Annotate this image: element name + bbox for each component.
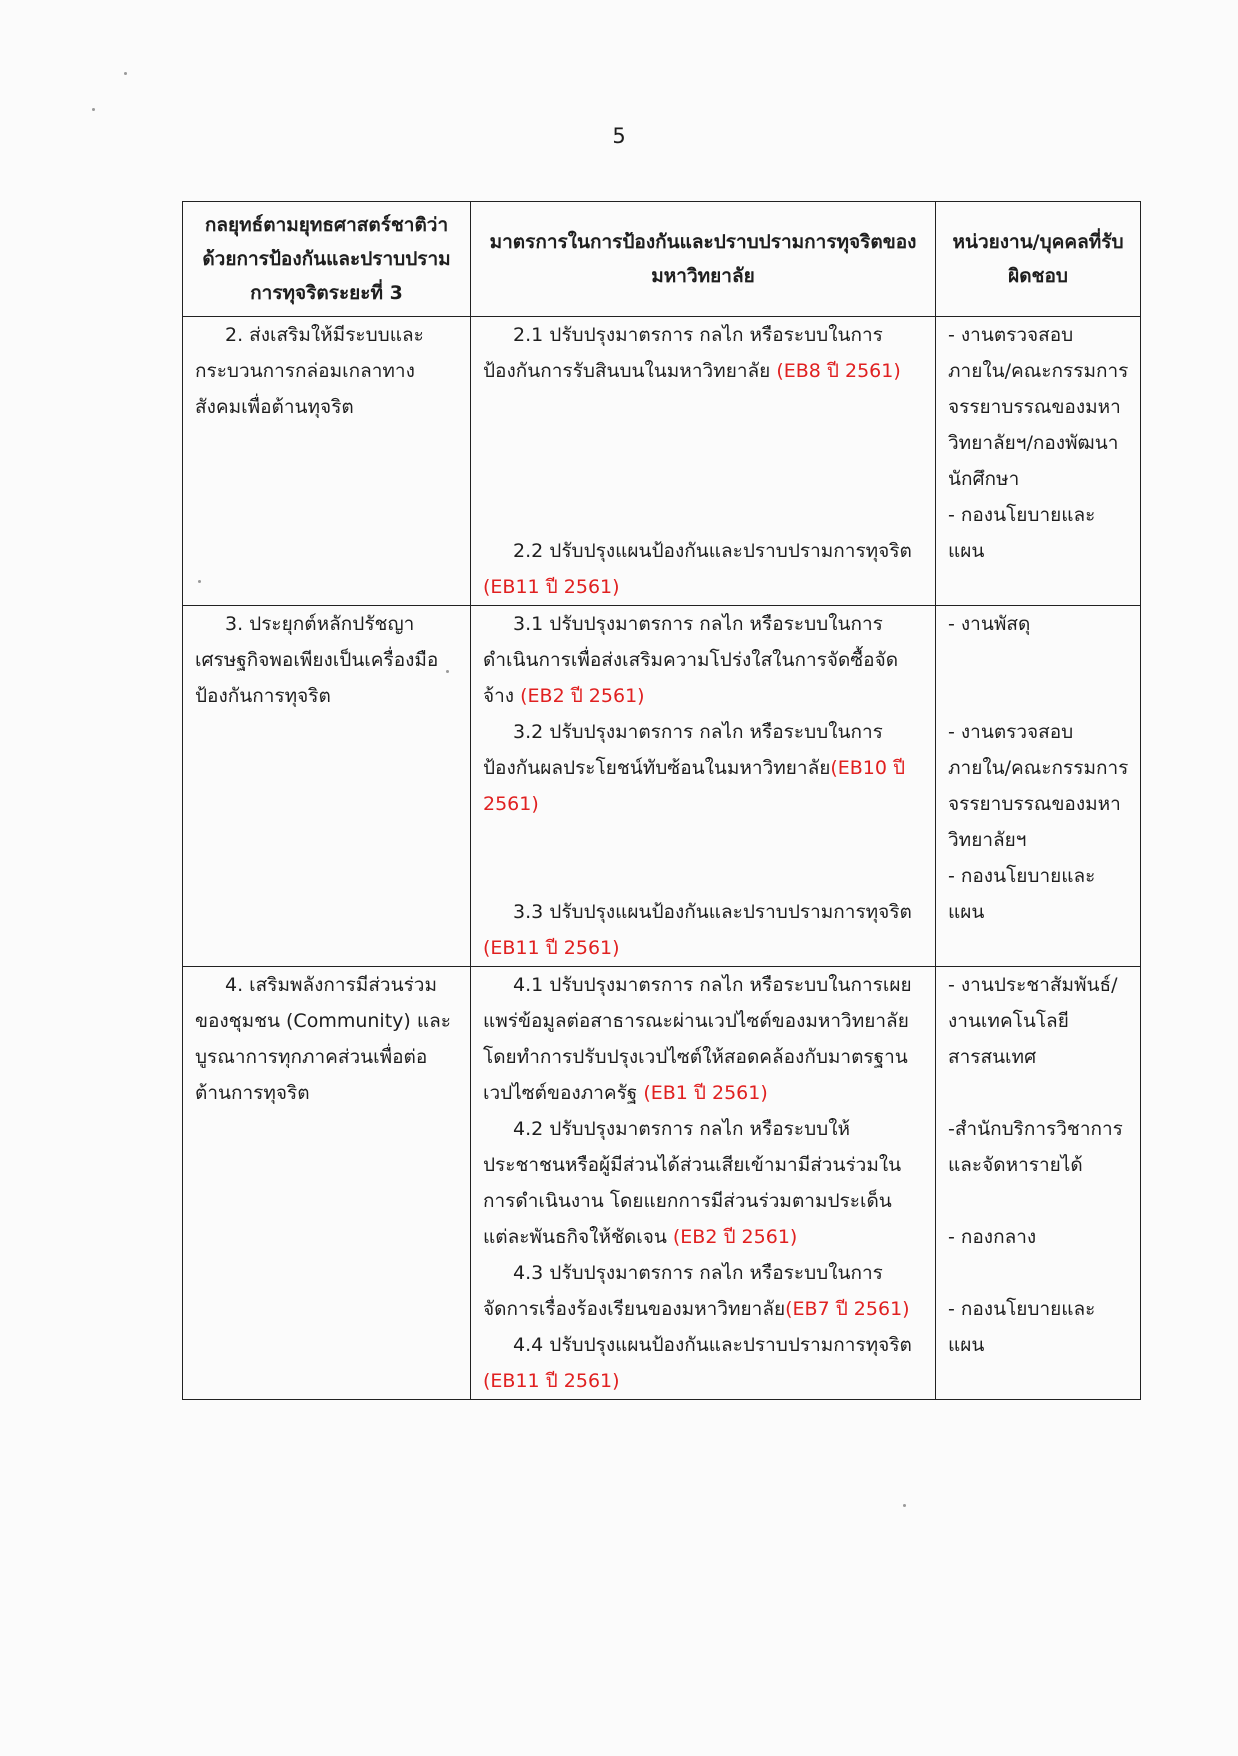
spacer: [483, 822, 925, 894]
measure-text: 3.1 ปรับปรุงมาตรการ กลไก หรือระบบในการดำเนินการเพื่อส่งเสริมความโปร่งใสในการจัดซื้อจัดจ้าง: [483, 613, 899, 707]
measure-text: 4.2 ปรับปรุงมาตรการ กลไก หรือระบบให้ประชาชนหรือผู้มีส่วนได้ส่วนเสียเข้ามามีส่วนร่วมในการดำเนินงาน โดยแยกการมีส่วนร่วมตามประเด็นแต่ละพันธกิจให้ชัดเจน: [483, 1118, 902, 1248]
measure-ref: (EB2 ปี 2561): [520, 685, 645, 707]
strategy-text: 4. เสริมพลังการมีส่วนร่วมของชุมชน (Community) และบูรณาการทุกภาคส่วนเพื่อต่อต้านการทุจริต: [195, 974, 451, 1104]
page-number: 5: [612, 124, 626, 148]
table-row: [183, 606, 1141, 967]
measure-ref: (EB7 ปี 2561): [785, 1298, 910, 1320]
measure-item: [483, 1327, 925, 1399]
measure-text: 3.2 ปรับปรุงมาตรการ กลไก หรือระบบในการป้องกันผลประโยชน์ทับซ้อนในมหาวิทยาลัย: [483, 721, 883, 779]
measure-text: 4.1 ปรับปรุงมาตรการ กลไก หรือระบบในการเผยแพร่ข้อมูลต่อสาธารณะผ่านเวปไซต์ของมหาวิทยาลัย โดยทำการปรับปรุงเวปไซต์ให้สอดคล้องกับมาตรฐานเวปไซต์ของภาครัฐ: [483, 974, 912, 1104]
measure-ref: (EB11 ปี 2561): [483, 937, 620, 959]
measure-item: [483, 317, 925, 389]
spacer: [948, 1183, 1130, 1219]
measure-text: 4.3 ปรับปรุงมาตรการ กลไก หรือระบบในการจัดการเรื่องร้องเรียนของมหาวิทยาลัย: [483, 1262, 883, 1320]
measure-text: 2.2 ปรับปรุงแผนป้องกันและปราบปรามการทุจริต: [513, 540, 912, 562]
responsible-unit: - กองกลาง: [948, 1226, 1037, 1248]
spacer: [483, 389, 925, 533]
measure-item: [483, 1255, 925, 1327]
measure-ref: (EB1 ปี 2561): [643, 1082, 768, 1104]
table-header-row: [183, 202, 1141, 317]
responsible-unit: - กองนโยบายและแผน: [948, 865, 1096, 923]
measure-text: 2.1 ปรับปรุงมาตรการ กลไก หรือระบบในการป้องกันการรับสินบนในมหาวิทยาลัย: [483, 324, 883, 382]
responsible-unit: - งานพัสดุ: [948, 613, 1031, 635]
measure-ref: (EB11 ปี 2561): [483, 1370, 620, 1392]
scan-speck: [124, 72, 127, 75]
measure-item: [483, 1111, 925, 1255]
measure-ref: (EB2 ปี 2561): [672, 1226, 798, 1248]
measure-item: [483, 967, 925, 1111]
measure-text: 4.4 ปรับปรุงแผนป้องกันและปราบปรามการทุจริต: [513, 1334, 912, 1356]
measure-ref: (EB10 ปี 2561): [483, 757, 906, 815]
responsible-unit: - งานตรวจสอบภายใน/คณะกรรมการจรรยาบรรณของมหาวิทยาลัยฯ: [948, 721, 1129, 851]
measure-item: [483, 714, 925, 822]
measures-cell: [471, 606, 936, 967]
responsible-unit: - กองนโยบายและแผน: [948, 504, 1096, 562]
responsible-unit: - กองนโยบายและแผน: [948, 1298, 1096, 1356]
header-measures: มาตรการในการป้องกันและปราบปรามการทุจริตของมหาวิทยาลัย: [471, 202, 936, 317]
measures-cell: [471, 317, 936, 606]
measure-ref: (EB8 ปี 2561): [776, 360, 901, 382]
strategy-cell: [183, 317, 471, 606]
responsible-unit: - งานตรวจสอบภายใน/คณะกรรมการจรรยาบรรณของมหาวิทยาลัยฯ/กองพัฒนานักศึกษา: [948, 324, 1129, 490]
spacer: [948, 1255, 1130, 1291]
responsible-cell: [936, 606, 1141, 967]
responsible-unit: -สำนักบริการวิชาการและจัดหารายได้: [948, 1118, 1123, 1176]
measure-item: [483, 894, 925, 966]
strategy-text: 2. ส่งเสริมให้มีระบบและกระบวนการกล่อมเกลาทางสังคมเพื่อต้านทุจริต: [195, 324, 424, 418]
strategy-cell: [183, 967, 471, 1400]
spacer: [948, 642, 1130, 714]
scan-speck: [92, 108, 95, 111]
table-row: [183, 967, 1141, 1400]
spacer: [948, 1075, 1130, 1111]
responsible-cell: [936, 317, 1141, 606]
measure-text: 3.3 ปรับปรุงแผนป้องกันและปราบปรามการทุจริต: [513, 901, 912, 923]
strategy-text: 3. ประยุกต์หลักปรัชญาเศรษฐกิจพอเพียงเป็นเครื่องมือป้องกันการทุจริต: [195, 613, 439, 707]
table-row: [183, 317, 1141, 606]
strategy-cell: [183, 606, 471, 967]
responsible-cell: [936, 967, 1141, 1400]
measure-ref: (EB11 ปี 2561): [483, 576, 620, 598]
responsible-unit: - งานประชาสัมพันธ์/งานเทคโนโลยีสารสนเทศ: [948, 974, 1118, 1068]
measure-item: [483, 533, 925, 605]
scan-speck: [903, 1504, 906, 1507]
measure-item: [483, 606, 925, 714]
measures-table: [182, 201, 1141, 1400]
header-strategy: กลยุทธ์ตามยุทธศาสตร์ชาติว่าด้วยการป้องกันและปราบปรามการทุจริตระยะที่ 3: [183, 202, 471, 317]
header-responsible: หน่วยงาน/บุคคลที่รับผิดชอบ: [936, 202, 1141, 317]
measures-cell: [471, 967, 936, 1400]
